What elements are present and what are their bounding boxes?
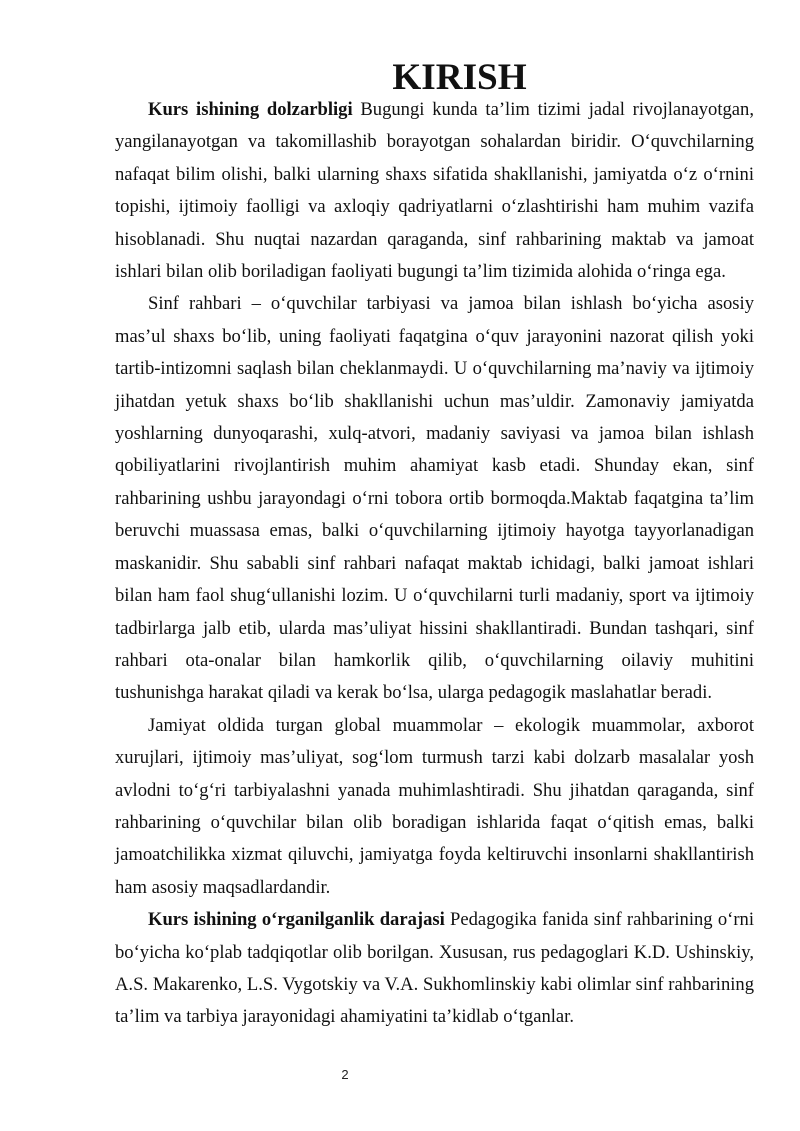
- paragraph-relevance: [115, 94, 754, 288]
- paragraph-text: Bugungi kunda ta’lim tizimi jadal rivojlanayotgan, yangilanayotgan va takomillashib borayotgan sohalardan biridir. O‘quvchilarning nafaqat bilim olishi, balki ularning shaxs sifatida shakllanishi, jamiyatda o‘z o‘rnini topishi, ijtimoiy faolligi va axloqiy qadriyatlarni o‘zlashtirishi ham muhim vazifa hisoblanadi. Shu nuqtai nazardan qaraganda, sinf rahbarining maktab va jamoat ishlari bilan olib boriladigan faoliyati bugungi ta’lim tizimida alohida o‘ringa ega.: [115, 99, 754, 283]
- paragraph-lead: Kurs ishining dolzarbligi: [148, 99, 353, 120]
- page-number: 2: [341, 1067, 349, 1082]
- paragraph-text: Jamiyat oldida turgan global muammolar – ekologik muammolar, axborot xurujlari, ijtimoiy mas’uliyat, sog‘lom turmush tarzi kabi dolzarb masalalar yosh avlodni to‘g‘ri tarbiyalashni yanada muhimlashtiradi. Shu jihatdan qaraganda, sinf rahbarining o‘quvchilar bilan olib boradigan ishlarida faqat o‘qitish emas, balki jamoatchilikka xizmat qiluvchi, jamiyatga foyda keltiruvchi insonlarni shakllantirish ham asosiy maqsadlardandir.: [115, 714, 754, 898]
- paragraph-text: Sinf rahbari – o‘quvchilar tarbiyasi va jamoa bilan ishlash bo‘yicha asosiy mas’ul shaxs bo‘lib, uning faoliyati faqatgina o‘quv jarayonini nazorat qilish yoki tartib-intizomni saqlash bilan cheklanmaydi. U o‘quvchilarning ma’naviy va ijtimoiy jihatdan yetuk shaxs bo‘lib shakllanishi uchun mas’uldir. Zamonaviy jamiyatda yoshlarning dunyoqarashi, xulq-atvori, madaniy saviyasi va jamoa bilan ishlash qobiliyatlarini rivojlantirish muhim ahamiyat kasb etadi. Shunday ekan, sinf rahbarining ushbu jarayondagi o‘rni tobora ortib bormoqda.Maktab faqatgina ta’lim beruvchi muassasa emas, balki o‘quvchilarning ijtimoiy hayotga tayyorlanadigan maskanidir. Shu sababli sinf rahbari nafaqat maktab ichidagi, balki jamoat ishlari bilan ham faol shug‘ullanishi lozim. U o‘quvchilarni turli madaniy, sport va ijtimoiy tadbirlarga jalb etib, ularda mas’uliyat hissini shakllantiradi. Bundan tashqari, sinf rahbari ota-onalar bilan hamkorlik qilib, o‘quvchilarning oilaviy muhitini tushunishga harakat qiladi va kerak bo‘lsa, ularga pedagogik maslahatlar beradi.: [115, 293, 754, 704]
- paragraph-class-teacher: [115, 288, 754, 709]
- paragraph-lead: Kurs ishining o‘rganilganlik darajasi: [148, 909, 445, 931]
- paragraph-global-problems: [115, 710, 754, 904]
- document-title: KIRISH: [392, 57, 527, 98]
- document-body: [115, 57, 754, 1034]
- paragraph-study-level: [115, 904, 754, 1034]
- paragraph-text: Pedagogika fanida sinf rahbarining o‘rni bo‘yicha ko‘plab tadqiqotlar olib borilgan. Xususan, rus pedagoglari K.D. Ushinskiy, A.S. Makarenko, L.S. Vygotskiy va V.A. Sukhomlinskiy kabi olimlar sinf rahbarining ta’lim va tarbiya jarayonidagi ahamiyatini ta’kidlab o‘tganlar.: [115, 909, 754, 1028]
